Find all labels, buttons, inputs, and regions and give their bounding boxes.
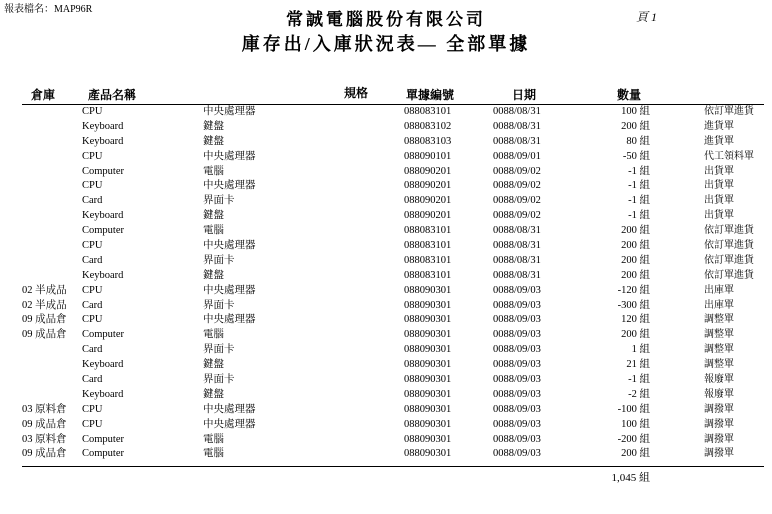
doc-no-cell: 088090201 [404, 210, 452, 222]
product-en-cell: CPU [82, 150, 103, 162]
product-zh-cell: 電腦 [203, 448, 224, 460]
product-en-cell: CPU [82, 106, 103, 117]
doc-no-cell: 088090301 [404, 329, 452, 341]
product-zh-cell: 界面卡 [203, 374, 235, 386]
doc-type-cell: 調整單 [704, 344, 734, 356]
product-en-cell: Card [82, 195, 103, 207]
date-cell: 0088/09/02 [493, 195, 541, 207]
doc-no-cell: 088090301 [404, 359, 452, 371]
qty-cell: 1 組 [631, 344, 650, 356]
product-en-cell: Keyboard [82, 120, 124, 132]
table-row [0, 358, 772, 373]
date-cell: 0088/09/03 [493, 299, 541, 311]
date-cell: 0088/09/01 [493, 150, 541, 162]
doc-no-cell: 088090301 [404, 374, 452, 386]
table-row [0, 403, 772, 418]
doc-no-cell: 088090301 [404, 388, 452, 400]
product-zh-cell: 電腦 [203, 329, 224, 341]
product-en-cell: Card [82, 254, 103, 266]
table-row [0, 269, 772, 284]
qty-cell: -1 組 [628, 180, 650, 192]
doc-no-cell: 088090301 [404, 344, 452, 356]
table-row [0, 373, 772, 388]
date-cell: 0088/09/03 [493, 284, 541, 296]
report-title: 庫存出/入庫狀況表— 全部單據 [241, 34, 531, 54]
doc-no-cell: 088083101 [404, 254, 452, 266]
date-cell: 0088/09/02 [493, 165, 541, 177]
doc-type-cell: 出庫單 [704, 284, 734, 296]
date-cell: 0088/08/31 [493, 106, 541, 117]
doc-type-cell: 進貨單 [704, 135, 734, 147]
doc-type-cell: 依訂單進貨 [704, 106, 754, 117]
header-spec: 規格 [344, 86, 369, 100]
product-zh-cell: 中央處理器 [203, 284, 256, 296]
qty-cell: 200 組 [621, 329, 650, 341]
product-en-cell: Keyboard [82, 135, 124, 147]
table-row [0, 239, 772, 254]
doc-no-cell: 088090201 [404, 180, 452, 192]
doc-type-cell: 依訂單進貨 [704, 225, 754, 237]
total-qty: 1,045 組 [611, 472, 650, 484]
product-en-cell: CPU [82, 240, 103, 252]
product-zh-cell: 中央處理器 [203, 403, 256, 415]
date-cell: 0088/09/03 [493, 418, 541, 430]
qty-cell: -200 組 [617, 433, 650, 445]
doc-no-cell: 088090301 [404, 314, 452, 326]
warehouse-cell: 03 原料倉 [22, 403, 67, 415]
qty-cell: -1 組 [628, 210, 650, 222]
table-row [0, 284, 772, 299]
doc-no-cell: 088083101 [404, 240, 452, 252]
product-zh-cell: 鍵盤 [203, 135, 224, 147]
doc-type-cell: 代工領料單 [704, 150, 754, 162]
doc-type-cell: 調整單 [704, 314, 734, 326]
table-row [0, 224, 772, 239]
table-row [0, 165, 772, 180]
header-product: 產品名稱 [88, 88, 137, 102]
product-en-cell: CPU [82, 284, 103, 296]
warehouse-cell: 09 成品倉 [22, 418, 67, 430]
table-row [0, 328, 772, 343]
date-cell: 0088/09/03 [493, 329, 541, 341]
doc-type-cell: 調整單 [704, 329, 734, 341]
product-en-cell: Computer [82, 329, 124, 341]
table-row [0, 105, 772, 120]
product-zh-cell: 中央處理器 [203, 106, 256, 117]
qty-cell: 100 組 [621, 106, 650, 117]
warehouse-cell: 02 半成品 [22, 299, 67, 311]
product-zh-cell: 電腦 [203, 225, 224, 237]
date-cell: 0088/09/03 [493, 374, 541, 386]
product-zh-cell: 電腦 [203, 165, 224, 177]
qty-cell: 200 組 [621, 254, 650, 266]
header-doc-no: 單據編號 [406, 88, 455, 102]
qty-cell: -100 組 [617, 403, 650, 415]
doc-no-cell: 088090301 [404, 448, 452, 460]
table-row [0, 209, 772, 224]
date-cell: 0088/08/31 [493, 240, 541, 252]
table-row [0, 194, 772, 209]
product-zh-cell: 中央處理器 [203, 418, 256, 430]
doc-no-cell: 088090301 [404, 433, 452, 445]
product-zh-cell: 中央處理器 [203, 314, 256, 326]
doc-no-cell: 088083103 [404, 135, 452, 147]
qty-cell: 200 組 [621, 240, 650, 252]
table-row [0, 418, 772, 433]
date-cell: 0088/09/03 [493, 403, 541, 415]
table-row [0, 299, 772, 314]
date-cell: 0088/08/31 [493, 254, 541, 266]
product-en-cell: Computer [82, 225, 124, 237]
date-cell: 0088/09/02 [493, 180, 541, 192]
page-number: 頁 1 [636, 10, 658, 24]
table-row [0, 150, 772, 165]
product-zh-cell: 電腦 [203, 433, 224, 445]
product-en-cell: Card [82, 344, 103, 356]
product-zh-cell: 中央處理器 [203, 240, 256, 252]
doc-type-cell: 出庫單 [704, 299, 734, 311]
date-cell: 0088/09/03 [493, 359, 541, 371]
doc-no-cell: 088083101 [404, 106, 452, 117]
doc-no-cell: 088090201 [404, 195, 452, 207]
company-name: 常誠電腦股份有限公司 [286, 10, 486, 29]
report-file-name: 報表檔名：MAP96R [4, 4, 93, 15]
product-zh-cell: 鍵盤 [203, 210, 224, 222]
doc-type-cell: 調撥單 [704, 418, 734, 430]
table-row [0, 313, 772, 328]
doc-no-cell: 088090101 [404, 150, 452, 162]
doc-type-cell: 依訂單進貨 [704, 269, 754, 281]
product-en-cell: CPU [82, 180, 103, 192]
qty-cell: -1 組 [628, 195, 650, 207]
doc-type-cell: 調撥單 [704, 433, 734, 445]
date-cell: 0088/09/03 [493, 314, 541, 326]
warehouse-cell: 09 成品倉 [22, 329, 67, 341]
product-zh-cell: 鍵盤 [203, 388, 224, 400]
doc-no-cell: 088083102 [404, 120, 452, 132]
table-row [0, 433, 772, 448]
doc-no-cell: 088083101 [404, 269, 452, 281]
product-en-cell: Keyboard [82, 210, 124, 222]
date-cell: 0088/08/31 [493, 225, 541, 237]
doc-no-cell: 088090201 [404, 165, 452, 177]
date-cell: 0088/09/03 [493, 433, 541, 445]
doc-type-cell: 出貨單 [704, 195, 734, 207]
date-cell: 0088/09/03 [493, 388, 541, 400]
product-en-cell: Computer [82, 448, 124, 460]
warehouse-cell: 09 成品倉 [22, 448, 67, 460]
table-row [0, 388, 772, 403]
qty-cell: -2 組 [628, 388, 650, 400]
product-zh-cell: 界面卡 [203, 344, 235, 356]
doc-type-cell: 出貨單 [704, 210, 734, 222]
product-en-cell: CPU [82, 403, 103, 415]
doc-type-cell: 報廢單 [704, 374, 734, 386]
table-row [0, 120, 772, 135]
doc-type-cell: 調撥單 [704, 448, 734, 460]
doc-no-cell: 088083101 [404, 225, 452, 237]
product-en-cell: Keyboard [82, 388, 124, 400]
doc-type-cell: 出貨單 [704, 165, 734, 177]
doc-type-cell: 調撥單 [704, 403, 734, 415]
qty-cell: 80 組 [626, 135, 650, 147]
doc-type-cell: 調整單 [704, 359, 734, 371]
qty-cell: 21 組 [626, 359, 650, 371]
table-row [0, 179, 772, 194]
qty-cell: -1 組 [628, 374, 650, 386]
doc-type-cell: 依訂單進貨 [704, 240, 754, 252]
product-en-cell: CPU [82, 314, 103, 326]
product-en-cell: Card [82, 374, 103, 386]
doc-type-cell: 進貨單 [704, 120, 734, 132]
product-zh-cell: 鍵盤 [203, 120, 224, 132]
date-cell: 0088/09/02 [493, 210, 541, 222]
table-row [0, 343, 772, 358]
product-en-cell: Computer [82, 165, 124, 177]
report-table [0, 105, 772, 462]
warehouse-cell: 02 半成品 [22, 284, 67, 296]
total-rule [22, 466, 764, 467]
product-zh-cell: 中央處理器 [203, 150, 256, 162]
qty-cell: -50 組 [622, 150, 650, 162]
doc-type-cell: 出貨單 [704, 180, 734, 192]
doc-type-cell: 依訂單進貨 [704, 254, 754, 266]
date-cell: 0088/09/03 [493, 448, 541, 460]
product-en-cell: Keyboard [82, 269, 124, 281]
date-cell: 0088/08/31 [493, 135, 541, 147]
product-en-cell: Card [82, 299, 103, 311]
product-en-cell: Keyboard [82, 359, 124, 371]
header-warehouse: 倉庫 [31, 88, 56, 102]
doc-no-cell: 088090301 [404, 284, 452, 296]
header-date: 日期 [512, 88, 537, 102]
qty-cell: 200 組 [621, 225, 650, 237]
header-qty: 數量 [617, 88, 642, 102]
product-zh-cell: 界面卡 [203, 254, 235, 266]
date-cell: 0088/09/03 [493, 344, 541, 356]
product-en-cell: CPU [82, 418, 103, 430]
qty-cell: 200 組 [621, 448, 650, 460]
date-cell: 0088/08/31 [493, 269, 541, 281]
doc-no-cell: 088090301 [404, 418, 452, 430]
doc-no-cell: 088090301 [404, 299, 452, 311]
doc-no-cell: 088090301 [404, 403, 452, 415]
qty-cell: -1 組 [628, 165, 650, 177]
warehouse-cell: 09 成品倉 [22, 314, 67, 326]
table-row [0, 447, 772, 462]
qty-cell: 100 組 [621, 418, 650, 430]
qty-cell: -120 組 [617, 284, 650, 296]
product-zh-cell: 鍵盤 [203, 359, 224, 371]
qty-cell: 120 組 [621, 314, 650, 326]
product-zh-cell: 界面卡 [203, 299, 235, 311]
qty-cell: 200 組 [621, 269, 650, 281]
table-row [0, 254, 772, 269]
qty-cell: -300 組 [617, 299, 650, 311]
product-en-cell: Computer [82, 433, 124, 445]
product-zh-cell: 界面卡 [203, 195, 235, 207]
table-row [0, 135, 772, 150]
product-zh-cell: 中央處理器 [203, 180, 256, 192]
product-zh-cell: 鍵盤 [203, 269, 224, 281]
date-cell: 0088/08/31 [493, 120, 541, 132]
warehouse-cell: 03 原料倉 [22, 433, 67, 445]
qty-cell: 200 組 [621, 120, 650, 132]
doc-type-cell: 報廢單 [704, 388, 734, 400]
